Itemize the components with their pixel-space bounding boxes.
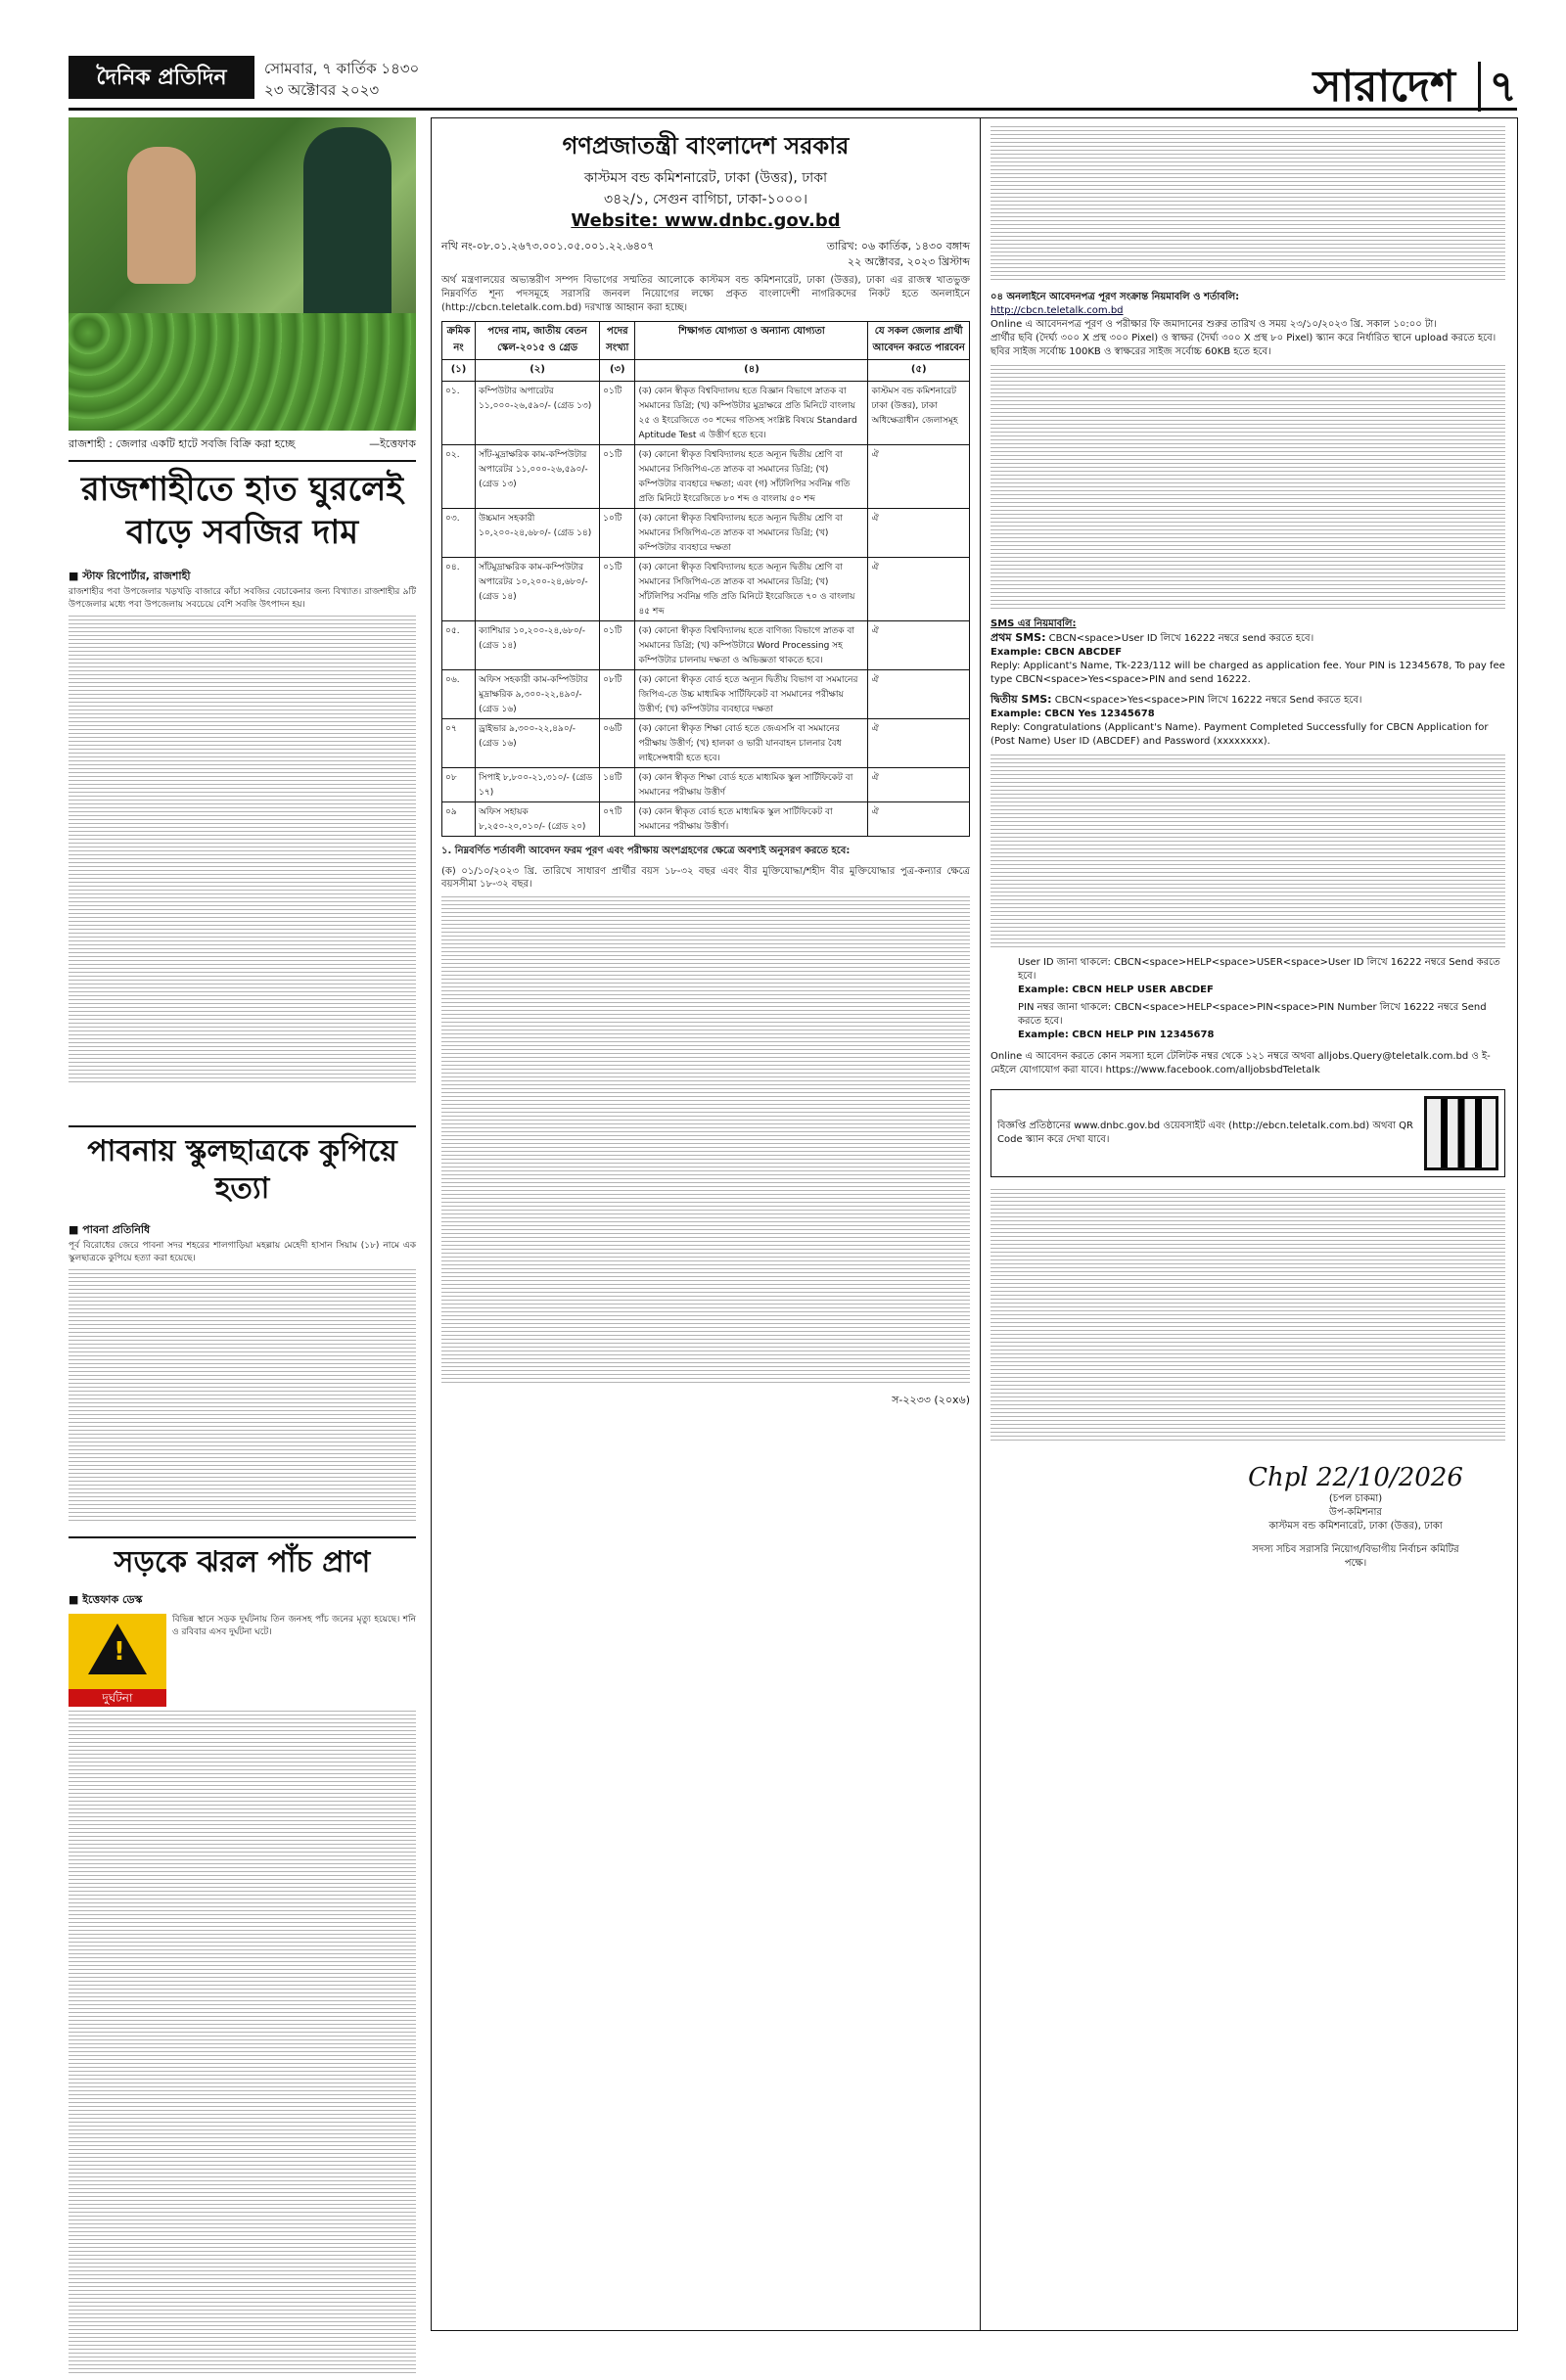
story-rajshahi (69, 568, 416, 1089)
signature: Chpl 22/10/2026 (1248, 1463, 1463, 1492)
col-number: (৫) (868, 360, 970, 382)
col-header: পদের সংখ্যা (600, 322, 635, 360)
table-cell-dist: কাস্টমস বন্ড কমিশনারেট ঢাকা (উত্তর), ঢাকা অধিক্ষেত্রাধীন জেলাসমূহ (868, 382, 970, 445)
table-cell-post: ক্যাশিয়ার ১০,২০০-২৪,৬৮০/- (গ্রেড ১৪) (476, 621, 600, 670)
signer-title: উপ-কমিশনার (1329, 1507, 1382, 1518)
table-cell-dist: ঐ (868, 621, 970, 670)
headline-accident[interactable]: সড়কে ঝরল পাঁচ প্রাণ (69, 1536, 416, 1581)
story-pabna (69, 1125, 416, 1528)
story-body-lines (69, 616, 416, 1085)
sms1-reply: Reply: Applicant's Name, Tk-223/112 will be charged as application fee. Your PIN is 12345678, To pay fee type CBCN<space>Yes<space>PIN and send 16222. (990, 661, 1505, 685)
table-cell-sl: ০৫. (442, 621, 476, 670)
table-row (442, 670, 970, 719)
table-cell-dist: ঐ (868, 719, 970, 768)
signature-block (1233, 1463, 1478, 1571)
story-body-lines (69, 1711, 416, 2376)
table-cell-sl: ০৭ (442, 719, 476, 768)
sms1-example: Example: CBCN ABCDEF (990, 647, 1123, 658)
table-cell-qual: (ক) কোনো স্বীকৃত বিশ্ববিদ্যালয় হতে অন্যূন দ্বিতীয় শ্রেণি বা সমমানের সিজিপিএ-তে স্নাতক বা সমমানের ডিগ্রি; (খ) সাঁটলিপির সর্বনিম্ন গতি প্রতি মিনিটে ইংরেজিতে ৭০ ও বাংলায় ৪৫ শব্দ (635, 558, 868, 621)
table-cell-count: ০৮টি (600, 670, 635, 719)
dateline (264, 58, 419, 101)
table-row (442, 382, 970, 445)
table-row (442, 719, 970, 768)
table-row (442, 802, 970, 837)
section-name: সারাদেশ (1313, 62, 1456, 112)
table-cell-sl: ০৩. (442, 509, 476, 558)
date-label: তারিখ: (826, 240, 858, 252)
table-cell-dist: ঐ (868, 558, 970, 621)
notice-intro: অর্থ মন্ত্রণালয়ের অভ্যন্তরীণ সম্পদ বিভাগের সম্মতির আলোকে কাস্টমস বন্ড কমিশনারেট, ঢাকা (উত্তর), ঢাকা এর রাজস্ব খাতভুক্ত নিম্নবর্ণিত শূন্য পদসমূহে সরাসরি জনবল নিয়োগের লক্ষ্যে প্রকৃত বাংলাদেশী নাগরিকদের নিকট হতে অনলাইনে (http://cbcn.teletalk.com.bd) দরখাস্ত আহ্বান করা হচ্ছে। (441, 275, 970, 313)
table-cell-count: ০৬টি (600, 719, 635, 768)
table-row (442, 445, 970, 509)
table-cell-post: সাঁট-মুদ্রাক্ষরিক কাম-কম্পিউটার অপারেটর ১১,০০০-২৬,৫৯০/- (গ্রেড ১৩) (476, 445, 600, 509)
table-cell-count: ০১টি (600, 382, 635, 445)
ad-ref-number: স-২২৩৩ (২০x৬) (892, 1394, 970, 1406)
qr-description: বিজ্ঞপ্তি প্রতিষ্ঠানের www.dnbc.gov.bd ওয়েবসাইট এবং (http://ebcn.teletalk.com.bd) অথবা QR Code স্ক্যান করে দেখা যাবে। (997, 1121, 1413, 1145)
deadline-text: Online এ আবেদনপত্র পূরণ ও পরীক্ষার ফি জমাদানের শুরুর তারিখ ও সময় ২৩/১০/২০২৩ খ্রি. সকাল ১০:০০ টা। (990, 319, 1437, 330)
recruitment-notice-continued (979, 117, 1518, 2331)
table-row (442, 621, 970, 670)
table-row (442, 558, 970, 621)
photo-credit: —ইত্তেফাক (369, 437, 416, 450)
table-cell-qual: (ক) কোনো স্বীকৃত বিশ্ববিদ্যালয় হতে অন্যূন দ্বিতীয় শ্রেণি বা সমমানের সিজিপিএ-তে স্নাতক বা সমমানের ডিগ্রি; (খ) কম্পিউটার ব্যবহারে দক্ষতা (635, 509, 868, 558)
notice-body-lines (990, 126, 1505, 283)
help-userid: User ID জানা থাকলে: CBCN<space>HELP<space>USER<space>User ID লিখে 16222 নম্বরে Send করতে হবে। (1018, 957, 1500, 982)
table-cell-qual: (ক) কোন স্বীকৃত বোর্ড হতে মাধ্যমিক স্কুল সার্টিফিকেট বা সমমানের পরীক্ষায় উত্তীর্ণ। (635, 802, 868, 837)
page-header (69, 54, 1517, 111)
table-cell-sl: ০৬. (442, 670, 476, 719)
date-bengali: সোমবার, ৭ কার্তিক ১৪৩০ (264, 60, 420, 77)
table-cell-count: ০৭টি (600, 802, 635, 837)
table-cell-qual: (ক) কোনো স্বীকৃত বোর্ড হতে অন্যূন দ্বিতীয় বিভাগ বা সমমানের জিপিএ-তে উচ্চ মাধ্যমিক সার্টিফিকেট বা সমমানের পরীক্ষায় উত্তীর্ণ; (খ) কম্পিউটার ব্যবহারে দক্ষতা (635, 670, 868, 719)
memo-number: নথি নং-০৮.০১.২৬৭৩.০০১.০৫.০০১.২২.৬৪০৭ (441, 240, 655, 252)
story-lead: বিভিন্ন স্থানে সড়ক দুর্ঘটনায় তিন জনসহ পাঁচ জনের মৃত্যু হয়েছে। শনি ও রবিবার এসব দুর্ঘটনা ঘটে। (172, 1615, 416, 1637)
date-bengali: ০৬ কার্তিক, ১৪৩০ বঙ্গাব্দ (860, 240, 970, 252)
newspaper-logo[interactable]: দৈনিক প্রতিদিন (69, 56, 254, 99)
table-header-row (442, 322, 970, 360)
table-cell-post: অফিস সহায়ক ৮,২৫০-২০,০১০/- (গ্রেড ২০) (476, 802, 600, 837)
table-cell-post: উচ্চমান সহকারী ১০,২০০-২৪,৬৮০/- (গ্রেড ১৪) (476, 509, 600, 558)
table-cell-qual: (ক) কোনো স্বীকৃত শিক্ষা বোর্ড হতে জেএসসি বা সমমানের পরীক্ষায় উত্তীর্ণ; (খ) হালকা ও ভারী যানবাহন চালনার বৈধ লাইসেন্সধারী হতে হবে। (635, 719, 868, 768)
sms1-instruction: CBCN<space>User ID লিখে 16222 নম্বরে send করতে হবে। (1048, 633, 1314, 644)
date-english: ২২ অক্টোবর, ২০২৩ খ্রিস্টাব্দ (847, 255, 970, 268)
col-number: (২) (476, 360, 600, 382)
sms-rules-title: SMS এর নিয়মাবলি: (990, 618, 1077, 629)
col-header: ক্রমিক নং (442, 322, 476, 360)
table-cell-qual: (ক) কোনো স্বীকৃত বিশ্ববিদ্যালয় হতে অন্যূন দ্বিতীয় শ্রেণি বা সমমানের সিজিপিএ-তে স্নাতক বা সমমানের ডিগ্রি; (খ) কম্পিউটার ব্যবহারে দক্ষতা; এবং (গ) সাঁটলিপির সর্বনিম্ন গতি প্রতি মিনিটে ইংরেজিতে ৮০ শব্দ ও বাংলায় ৫০ শব্দ (635, 445, 868, 509)
notice-date (827, 239, 970, 270)
news-column (69, 117, 416, 2329)
notice-website-link[interactable]: Website: www.dnbc.gov.bd (571, 210, 841, 231)
sms1-label: প্রথম SMS: (990, 631, 1046, 644)
section-title (1313, 54, 1517, 125)
table-cell-qual: (ক) কোন স্বীকৃত বিশ্ববিদ্যালয় হতে বিজ্ঞান বিভাগে স্নাতক বা সমমানের ডিগ্রি; (খ) কম্পিউটার মুদ্রাক্ষরে প্রতি মিনিটে বাংলায় ২৫ ও ইংরেজিতে ৩০ শব্দের গতিসহ সংশ্লিষ্ট বিষয়ে Standard Aptitude Test এ উত্তীর্ণ হতে হবে। (635, 382, 868, 445)
section-04-heading: ০৪ অনলাইনে আবেদনপত্র পূরণ সংক্রান্ত নিয়মাবলি ও শর্তাবলি: (990, 292, 1240, 302)
table-cell-dist: ঐ (868, 768, 970, 802)
table-cell-sl: ০২. (442, 445, 476, 509)
table-cell-sl: ০৯ (442, 802, 476, 837)
headline-rajshahi[interactable]: রাজশাহীতে হাত ঘুরলেই বাড়ে সবজির দাম (69, 460, 416, 554)
help-pin-example: Example: CBCN HELP PIN 12345678 (1018, 1030, 1215, 1040)
col-number: (১) (442, 360, 476, 382)
table-cell-sl: ০৮ (442, 768, 476, 802)
signer-office: কাস্টমস বন্ড কমিশনারেট, ঢাকা (উত্তর), ঢাকা (1268, 1521, 1443, 1532)
table-cell-count: ০১টি (600, 445, 635, 509)
qr-code-icon[interactable] (1424, 1096, 1498, 1170)
caption-text: রাজশাহী : জেলার একটি হাটে সবজি বিক্রি করা হচ্ছে (69, 437, 296, 450)
story-lead: রাজশাহীর পবা উপজেলার খড়খড়ি বাজারে কাঁচা সবজির বেচাকেনার জন্য বিখ্যাত। রাজশাহীর ৯টি উপজেলার মধ্যে পবা উপজেলায় সবচেয়ে বেশি সবজি উৎপাদন হয়। (69, 587, 416, 610)
table-cell-dist: ঐ (868, 445, 970, 509)
memo-row (441, 239, 970, 268)
byline: ■ ইত্তেফাক ডেস্ক (69, 1593, 143, 1606)
notice-office: কাস্টমস বন্ড কমিশনারেট, ঢাকা (উত্তর), ঢাকা (583, 170, 828, 186)
sms2-reply: Reply: Congratulations (Applicant's Name). Payment Completed Successfully for CBCN Application for (Post Name) User ID (ABCDEF) and Password (xxxxxxxx). (990, 722, 1489, 747)
table-cell-post: অফিস সহকারী কাম-কম্পিউটার মুদ্রাক্ষরিক ৯,৩০০-২২,৪৯০/- (গ্রেড ১৬) (476, 670, 600, 719)
byline: ■ পাবনা প্রতিনিধি (69, 1223, 151, 1236)
sms2-label: দ্বিতীয় SMS: (990, 693, 1052, 706)
table-cell-qual: (ক) কোন স্বীকৃত শিক্ষা বোর্ড হতে মাধ্যমিক স্কুল সার্টিফিকেট বা সমমানের পরীক্ষায় উত্তীর্ণ (635, 768, 868, 802)
support-contact: Online এ আবেদন করতে কোন সমস্যা হলে টেলিটক নম্বর থেকে ১২১ নম্বরে অথবা alljobs.Query@teletalk.com.bd ও ই-মেইলে যোগাযোগ করা যাবে। https://www.facebook.com/alljobsbdTeletalk (990, 1051, 1491, 1076)
table-cell-qual: (ক) কোনো স্বীকৃত বিশ্ববিদ্যালয় হতে বাণিজ্য বিভাগে স্নাতক বা সমমানের ডিগ্রি; (খ) কম্পিউটারে Word Processing সহ কম্পিউটার চালনায় দক্ষতা ও অভিজ্ঞতা থাকতে হবে। (635, 621, 868, 670)
sms2-instruction: CBCN<space>Yes<space>PIN লিখে 16222 নম্বরে Send করতে হবে। (1054, 695, 1362, 706)
conditions-heading: ১. নিম্নবর্ণিত শর্তাবলী আবেদন ফরম পূরণ এবং পরীক্ষায় অংশগ্রহণের ক্ষেত্রে অবশ্যই অনুসরণ করতে হবে: (441, 846, 851, 856)
col-number: (৩) (600, 360, 635, 382)
online-url-link[interactable]: http://cbcn.teletalk.com.bd (990, 305, 1124, 316)
notice-address: ৩৪২/১, সেগুন বাগিচা, ঢাকা-১০০০। (604, 192, 807, 207)
table-cell-post: ড্রাইভার ৯,৩০০-২২,৪৯০/- (গ্রেড ১৬) (476, 719, 600, 768)
photo-spec-text: প্রার্থীর ছবি (দৈর্ঘ্য ৩০০ X প্রস্থ ৩০০ Pixel) ও স্বাক্ষর (দৈর্ঘ্য ৩০০ X প্রস্থ ৮০ Pixel) স্ক্যান করে নির্ধারিত স্থানে upload করতে হবে। ছবির সাইজ সর্বোচ্চ 100KB ও স্বাক্ষরের সাইজ সর্বোচ্চ 60KB হতে হবে। (990, 333, 1497, 357)
vacancy-table (441, 321, 970, 837)
table-number-row (442, 360, 970, 382)
recruitment-notice (431, 117, 981, 2331)
age-condition: (ক) ০১/১০/২০২৩ খ্রি. তারিখে সাধারণ প্রার্থীর বয়স ১৮-৩২ বছর এবং বীর মুক্তিযোদ্ধা/শহীদ বীর মুক্তিযোদ্ধার পুত্র-কন্যার ক্ষেত্রে বয়সসীমা ১৮-৩২ বছর। (441, 866, 970, 890)
col-number: (৪) (635, 360, 868, 382)
qr-box (990, 1089, 1505, 1177)
notice-body-lines (990, 1189, 1505, 1443)
headline-pabna[interactable]: পাবনায় স্কুলছাত্রকে কুপিয়ে হত্যা (69, 1125, 416, 1208)
table-row (442, 509, 970, 558)
page-number: ৭ (1489, 62, 1517, 112)
table-cell-dist: ঐ (868, 670, 970, 719)
table-cell-count: ০১টি (600, 621, 635, 670)
table-cell-post: সিপাই ৮,৮০০-২১,৩১০/- (গ্রেড ১৭) (476, 768, 600, 802)
table-cell-sl: ০৪. (442, 558, 476, 621)
table-cell-count: ১৪টি (600, 768, 635, 802)
table-row (442, 768, 970, 802)
byline: ■ স্টাফ রিপোর্টার, রাজশাহী (69, 570, 191, 582)
col-header: শিক্ষাগত যোগ্যতা ও অন্যান্য যোগ্যতা (635, 322, 868, 360)
table-cell-count: ১০টি (600, 509, 635, 558)
sms2-example: Example: CBCN Yes 12345678 (990, 709, 1155, 719)
table-cell-post: কম্পিউটার অপারেটর ১১,০০০-২৬,৫৯০/- (গ্রেড ১৩) (476, 382, 600, 445)
story-accident (69, 1536, 416, 2380)
table-cell-dist: ঐ (868, 802, 970, 837)
col-header: যে সকল জেলার প্রার্থী আবেদন করতে পারবেন (868, 322, 970, 360)
table-cell-sl: ০১. (442, 382, 476, 445)
notice-body-lines (990, 755, 1505, 950)
help-userid-example: Example: CBCN HELP USER ABCDEF (1018, 984, 1214, 995)
vegetable-market-photo (69, 117, 416, 431)
story-lead: পূর্ব বিরোধের জেরে পাবনা সদর শহরের শালগাড়িয়া মহল্লায় মেহেদী হাসান সিয়াম (১৮) নামে এক স্কুলছাত্রকে কুপিয়ে হত্যা করা হয়েছে। (69, 1241, 416, 1263)
help-pin: PIN নম্বর জানা থাকলে: CBCN<space>HELP<space>PIN<space>PIN Number লিখে 16222 নম্বরে Send করতে হবে। (1018, 1002, 1487, 1027)
table-cell-dist: ঐ (868, 509, 970, 558)
signer-name: (চপল চাকমা) (1328, 1493, 1383, 1504)
table-cell-post: সাঁটমুদ্রাক্ষরিক কাম-কম্পিউটার অপারেটর ১০,২০০-২৪,৬৮০/- (গ্রেড ১৪) (476, 558, 600, 621)
story-body-lines (69, 1269, 416, 1524)
accident-badge-label: দুর্ঘটনা (69, 1689, 166, 1707)
date-english: ২৩ অক্টোবর ২০২৩ (264, 81, 380, 99)
col-header: পদের নাম, জাতীয় বেতন স্কেল-২০১৫ ও গ্রেড (476, 322, 600, 360)
photo-caption (69, 436, 416, 452)
conditions-body-lines (441, 896, 970, 1386)
table-cell-count: ০১টি (600, 558, 635, 621)
notice-govt-title: গণপ্রজাতন্ত্রী বাংলাদেশ সরকার (562, 131, 850, 160)
accident-warning-icon: ! দুর্ঘটনা (69, 1614, 166, 1707)
committee-note: সদস্য সচিব সরাসরি নিয়োগ/বিভাগীয় নির্বাচন কমিটির পক্ষে। (1252, 1544, 1459, 1569)
notice-body-lines (990, 365, 1505, 610)
